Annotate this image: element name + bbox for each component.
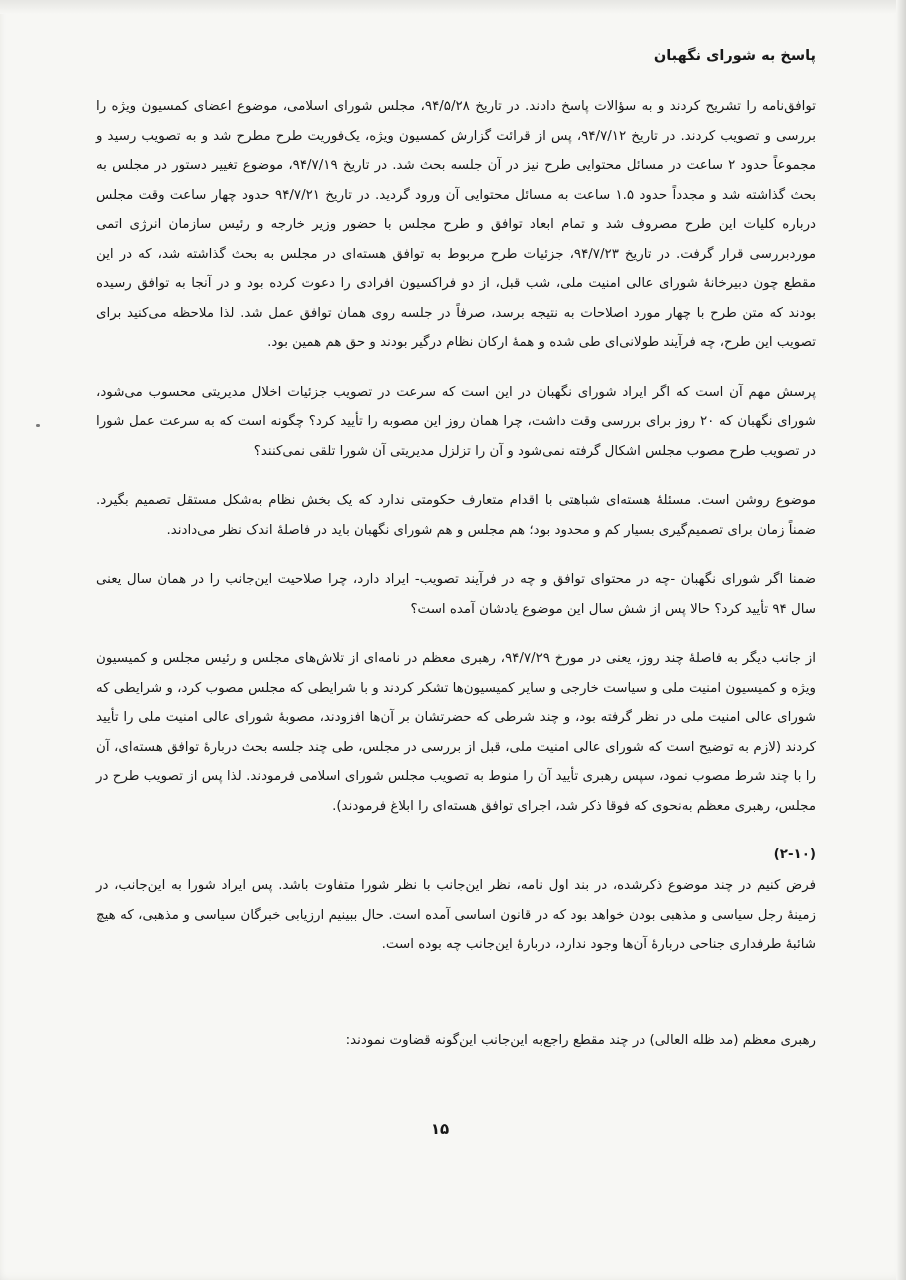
paragraph-qualification: ضمنا اگر شورای نگهبان -چه در محتوای توافق و چه در فرآیند تصویب- ایراد دارد، چرا صلاحیت این‌جانب را در همان سال یعنی سال ۹۴ تأیید کرد؟ حالا پس از شش سال این موضوع یادشان آمده است؟	[96, 572, 816, 617]
page-number: ۱۵	[430, 1120, 450, 1138]
running-header: پاسخ به شورای نگهبان	[653, 48, 816, 64]
paragraph-section: فرض کنیم در چند موضوع ذکرشده، در بند اول نامه، نظر این‌جانب با نظر شورا متفاوت باشد. پس ایراد شورا به این‌جانب، در زمینهٔ رجل سیاسی و مذهبی بودن خواهد بود که در قانون اساسی آمده است. حال ببینیم ارزیابی خبرگان سیاسی و مذهبی، که هیچ شائبهٔ طرفداری جناحی دربارهٔ آن‌ها وجود ندارد، دربارهٔ این‌جانب چه بوده است.	[96, 878, 816, 952]
section-label: (۲-۱۰)	[773, 847, 816, 862]
scan-edge-top	[0, 0, 906, 14]
closing-line: رهبری معظم (مد ظله العالی) در چند مقطع راجع‌به این‌جانب این‌گونه قضاوت نمودند:	[345, 1032, 816, 1048]
paragraph-nuclear-issue: موضوع روشن است. مسئلهٔ هسته‌ای شباهتی با اقدام متعارف حکومتی ندارد که یک بخش نظام به‌شکل مستقل تصمیم بگیرد. ضمناً زمان برای تصمیم‌گیری بسیار کم و محدود بود؛ هم مجلس و هم شورای نگهبان باید در فاصلهٔ اندک نظر می‌دادند.	[96, 493, 816, 538]
paragraph-leadership-letter: از جانب دیگر به فاصلهٔ چند روز، یعنی در مورخ ۹۴/۷/۲۹، رهبری معظم در نامه‌ای از تلاش‌های مجلس و رئیس مجلس و کمیسیون ویژه و کمیسیون امنیت ملی و سیاست خارجی و سایر کمیسیون‌ها تشکر کردند و با شرایطی که مجلس مصوب کرد، و شرایطی که شورای عالی امنیت ملی در نظر گرفته بود، و چند شرطی که حضرتشان بر آن‌ها افزودند، مصوبهٔ شورای عالی امنیت ملی را تأیید کردند (لازم به توضیح است که شورای عالی امنیت ملی، قبل از بررسی در مجلس، طی چند جلسه بحث دربارهٔ توافق هسته‌ای، آن را با چند شرط مصوب نمود، سپس رهبری تأیید آن را منوط به تصویب مجلس شورای اسلامی فرمودند. لذا پس از تصویب طرح در مجلس، رهبری معظم به‌نحوی که فوقا ذکر شد، اجرای توافق هسته‌ای را ابلاغ فرمودند).	[96, 651, 816, 814]
scan-edge-right	[896, 0, 906, 1280]
paragraph-timeline: توافق‌نامه را تشریح کردند و به سؤالات پاسخ دادند. در تاریخ ۹۴/۵/۲۸، مجلس شورای اسلامی، موضوع اعضای کمسیون ویژه را بررسی و تصویب کردند. در تاریخ ۹۴/۷/۱۲، پس از قرائت گزارش کمسیون ویژه، یک‌فوریت طرح مطرح شد و به تصویب رسید و مجموعاً حدود ۲ ساعت در مسائل محتوایی طرح نیز در آن جلسه بحث شد. در تاریخ ۹۴/۷/۱۹، موضوع تغییر دستور در مجلس به بحث گذاشته شد و مجدداً حدود ۱.۵ ساعت به مسائل محتوایی آن ورود گردید. در تاریخ ۹۴/۷/۲۱ حدود چهار ساعت وقت مجلس درباره کلیات این طرح مصروف شد و تمام ابعاد توافق و طرح مجلس با حضور وزیر خارجه و رئیس سازمان انرژی اتمی موردبررسی قرار گرفت. در تاریخ ۹۴/۷/۲۳، جزئیات طرح مربوط به توافق هسته‌ای در مجلس به بحث گذاشته شد، که در این مقطع چون دبیرخانهٔ شورای عالی امنیت ملی، شب قبل، از دو فراکسیون افرادی را دعوت کرده بود و در آنجا به توافق رسیده بودند که متن طرح با چهار مورد اصلاحات به نتیجه برسد، صرفاً در جلسه روی همان توافق عمل شد. لذا ملاحظه می‌کنید برای تصویب این طرح، چه فرآیند طولانی‌ای طی شده و همهٔ ارکان نظام درگیر بودند و حق هم همین بود.	[96, 99, 817, 350]
document-body	[96, 44, 816, 1054]
paragraph-question: پرسش مهم آن است که اگر ایراد شورای نگهبان در این است که سرعت در تصویب جزئیات اخلال مدیریتی محسوب می‌شود، شورای نگهبان که ۲۰ روز برای بررسی وقت داشت، چرا همان روز این مصوبه را تأیید کرد؟ چگونه است که به سرعت عمل شورا در تصویب طرح مصوب مجلس اشکال گرفته نمی‌شود و آن را تزلزل مدیریتی آن شورا تلقی نمی‌کنند؟	[96, 384, 816, 459]
scan-speck	[36, 424, 40, 427]
